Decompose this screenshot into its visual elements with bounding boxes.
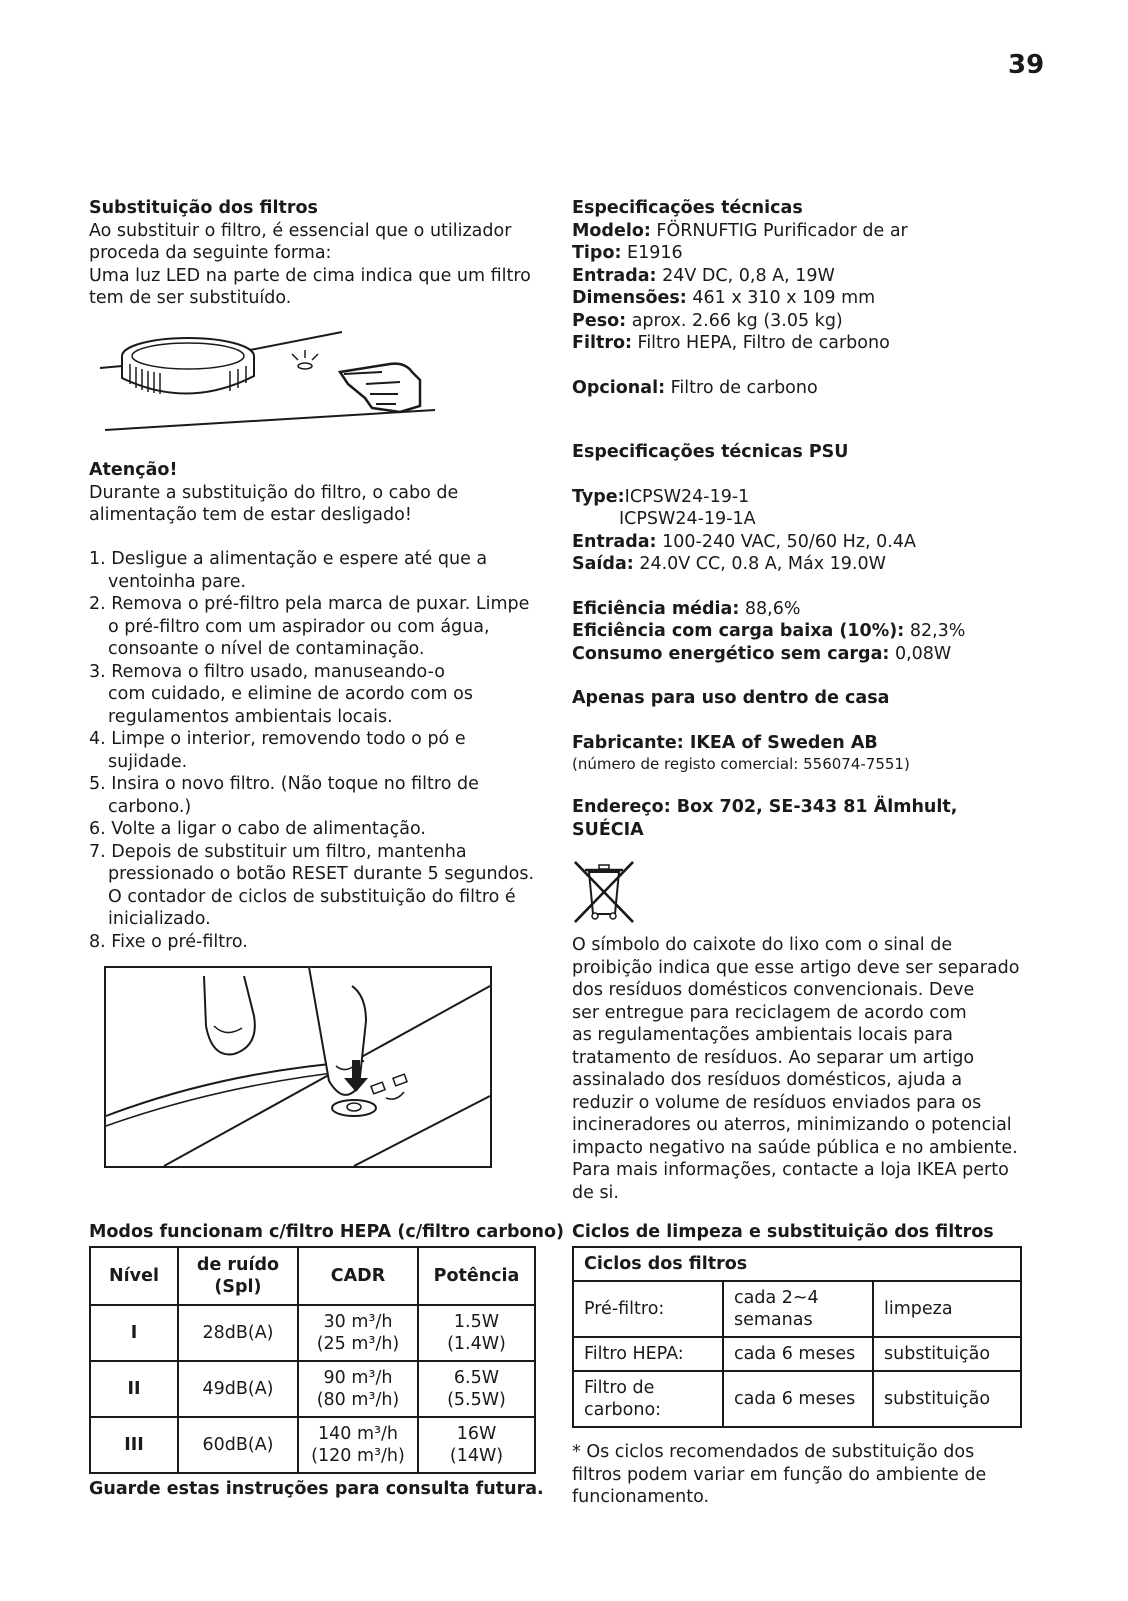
cell-power: 6.5W (5.5W) <box>418 1361 535 1417</box>
reset-button-illustration <box>104 966 492 1168</box>
cycles-header-row <box>573 1247 1021 1281</box>
cell-level: II <box>90 1361 178 1417</box>
weee-line: as regulamentações ambientais locais para <box>572 1025 953 1045</box>
cell-cadr: 90 m³/h (80 m³/h) <box>298 1361 418 1417</box>
header-power: Potência <box>418 1247 535 1305</box>
psu-type-row-2: ICPSW24-19-1A <box>619 509 756 529</box>
header-cadr: CADR <box>298 1247 418 1305</box>
page-number: 39 <box>1008 50 1045 80</box>
noload-row: Consumo energético sem carga: 0,08W <box>572 643 952 664</box>
weee-line: reduzir o volume de resíduos enviados para os <box>572 1092 982 1113</box>
keep-note: Guarde estas instruções para consulta futura. <box>89 1479 544 1499</box>
replace-title: Substituição dos filtros <box>89 198 318 218</box>
attention-line: alimentação tem de estar desligado! <box>89 505 412 525</box>
cycles-note-line: * Os ciclos recomendados de substituição dos <box>572 1442 975 1462</box>
psu-title: Especificações técnicas PSU <box>572 442 849 462</box>
step-item: 7. Depois de substituir um filtro, mantenha pressionado o botão RESET durante 5 segundos. O contador de ciclos de substituição do filtro é inicializado. <box>89 841 535 929</box>
cell-filter-name: Filtro de carbono: <box>573 1371 723 1427</box>
attention-line: Durante a substituição do filtro, o cabo de <box>89 482 459 503</box>
cycles-header: Ciclos dos filtros <box>573 1247 1021 1281</box>
step-item: 3. Remova o filtro usado, manuseando-o com cuidado, e elimine de acordo com os regulamentos ambientais locais. <box>89 661 473 727</box>
cell-interval: cada 6 meses <box>723 1337 873 1371</box>
cell-interval: cada 6 meses <box>723 1371 873 1427</box>
cell-power: 16W (14W) <box>418 1417 535 1473</box>
spec-row: Modelo: FÖRNUFTIG Purificador de ar <box>572 220 908 241</box>
weee-line: de si. <box>572 1182 619 1203</box>
replace-intro-line: Ao substituir o filtro, é essencial que o utilizador <box>89 220 512 241</box>
replace-intro-line: tem de ser substituído. <box>89 288 292 308</box>
modes-table <box>89 1246 536 1474</box>
cell-filter-name: Pré-filtro: <box>573 1281 723 1337</box>
optional-row: Opcional: Filtro de carbono <box>572 377 818 398</box>
table-row <box>573 1337 1021 1371</box>
table-row <box>90 1305 535 1361</box>
spec-row: Entrada: 24V DC, 0,8 A, 19W <box>572 265 835 286</box>
cell-action: substituição <box>873 1371 1021 1427</box>
replace-intro-line: proceda da seguinte forma: <box>89 243 332 263</box>
modes-title: Modos funcionam c/filtro HEPA (c/filtro carbono) <box>89 1222 565 1242</box>
replace-intro-line: Uma luz LED na parte de cima indica que um filtro <box>89 265 531 286</box>
cell-filter-name: Filtro HEPA: <box>573 1337 723 1371</box>
eff-low-row: Eficiência com carga baixa (10%): 82,3% <box>572 621 966 641</box>
table-row <box>573 1371 1021 1427</box>
table-row <box>90 1361 535 1417</box>
table-row <box>573 1281 1021 1337</box>
cell-noise: 28dB(A) <box>178 1305 298 1361</box>
weee-line: proibição indica que esse artigo deve ser separado <box>572 957 1020 978</box>
psu-output-row: Saída: 24.0V CC, 0.8 A, Máx 19.0W <box>572 554 886 574</box>
attention-title: Atenção! <box>89 460 178 480</box>
cell-level: III <box>90 1417 178 1473</box>
spec-row: Dimensões: 461 x 310 x 109 mm <box>572 288 876 308</box>
cell-cadr: 30 m³/h (25 m³/h) <box>298 1305 418 1361</box>
manufacturer: Fabricante: IKEA of Sweden AB <box>572 732 878 753</box>
spec-row: Filtro: Filtro HEPA, Filtro de carbono <box>572 333 890 353</box>
weee-text <box>572 934 1032 1204</box>
step-item: 1. Desligue a alimentação e espere até que a ventoinha pare. <box>89 549 488 592</box>
psu-type-row: Type:ICPSW24-19-1 <box>572 486 750 507</box>
attention-section <box>89 459 539 527</box>
header-noise: de ruído (Spl) <box>178 1247 298 1305</box>
cell-action: substituição <box>873 1337 1021 1371</box>
step-item: 8. Fixe o pré-filtro. <box>89 931 248 952</box>
step-item: 5. Insira o novo filtro. (Não toque no filtro de carbono.) <box>89 774 479 817</box>
cycles-note-line: filtros podem variar em função do ambiente de <box>572 1464 987 1485</box>
eff-avg-row: Eficiência média: 88,6% <box>572 598 801 619</box>
specs-section <box>572 197 1032 399</box>
spec-title: Especificações técnicas <box>572 198 803 218</box>
header-level: Nível <box>90 1247 178 1305</box>
weee-line: incineradores ou aterros, minimizando o potencial <box>572 1115 1012 1135</box>
step-item: 6. Volte a ligar o cabo de alimentação. <box>89 819 426 839</box>
cell-interval: cada 2~4 semanas <box>723 1281 873 1337</box>
spec-row: Peso: aprox. 2.66 kg (3.05 kg) <box>572 310 843 331</box>
cycles-table <box>572 1246 1022 1428</box>
psu-section <box>572 441 1032 841</box>
cell-noise: 49dB(A) <box>178 1361 298 1417</box>
weee-line: tratamento de resíduos. Ao separar um artigo <box>572 1047 975 1068</box>
cell-action: limpeza <box>873 1281 1021 1337</box>
weee-line: O símbolo do caixote do lixo com o sinal de <box>572 935 953 955</box>
weee-bin-icon <box>571 858 637 926</box>
cell-level: I <box>90 1305 178 1361</box>
table-row <box>90 1417 535 1473</box>
address: Endereço: Box 702, SE-343 81 Älmhult, SUÉCIA <box>572 797 958 840</box>
weee-line: dos resíduos domésticos convencionais. Deve <box>572 980 975 1000</box>
cell-cadr: 140 m³/h (120 m³/h) <box>298 1417 418 1473</box>
step-item: 2. Remova o pré-filtro pela marca de puxar. Limpe o pré-filtro com um aspirador ou com água, consoante o nível de contaminação. <box>89 594 530 659</box>
steps-list <box>89 548 549 953</box>
weee-line: impacto negativo na saúde pública e no ambiente. <box>572 1137 1018 1158</box>
psu-input-row: Entrada: 100-240 VAC, 50/60 Hz, 0.4A <box>572 531 916 552</box>
weee-line: assinalado dos resíduos domésticos, ajuda a <box>572 1070 963 1090</box>
weee-line: ser entregue para reciclagem de acordo com <box>572 1002 967 1023</box>
weee-line: Para mais informações, contacte a loja IKEA perto <box>572 1160 1009 1180</box>
filter-replacement-section <box>89 197 539 310</box>
cell-noise: 60dB(A) <box>178 1417 298 1473</box>
manufacturer-registration: (número de registo comercial: 556074-7551) <box>572 755 910 773</box>
led-indicator-illustration <box>100 320 440 435</box>
modes-header-row <box>90 1247 535 1305</box>
spec-row: Tipo: E1916 <box>572 243 683 263</box>
cycles-note-line: funcionamento. <box>572 1487 710 1507</box>
cycles-title: Ciclos de limpeza e substituição dos filtros <box>572 1222 994 1242</box>
indoor-note: Apenas para uso dentro de casa <box>572 688 890 708</box>
cycles-note <box>572 1441 1032 1509</box>
step-item: 4. Limpe o interior, removendo todo o pó e sujidade. <box>89 729 466 772</box>
cell-power: 1.5W (1.4W) <box>418 1305 535 1361</box>
